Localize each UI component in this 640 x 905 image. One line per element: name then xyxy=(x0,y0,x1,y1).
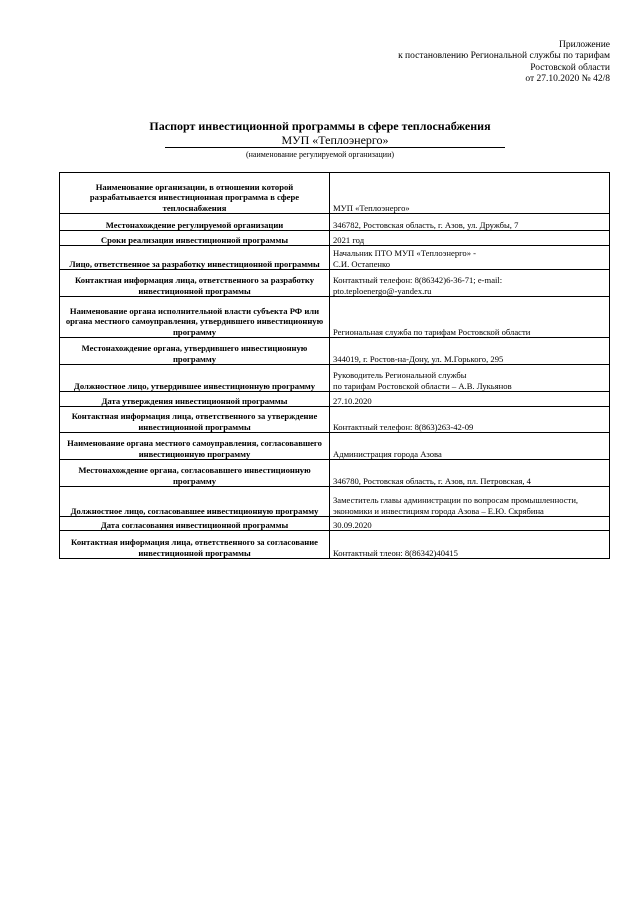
row-value: Контактный телефон: 8(863)263-42-09 xyxy=(330,407,610,433)
table-row xyxy=(60,214,610,231)
table-row xyxy=(60,231,610,246)
row-value: 2021 год xyxy=(330,231,610,246)
row-label: Сроки реализации инвестиционной программы xyxy=(60,231,330,246)
row-label: Дата утверждения инвестиционной программы xyxy=(60,392,330,407)
table-row xyxy=(60,246,610,270)
annex-line: Ростовской области xyxy=(530,62,610,73)
table-row xyxy=(60,338,610,365)
row-label: Должностное лицо, утвердившее инвестиционную программу xyxy=(60,365,330,392)
row-label: Местонахождение органа, утвердившего инвестиционную программу xyxy=(60,338,330,365)
table-row xyxy=(60,173,610,214)
row-label: Контактная информация лица, ответственного за согласование инвестиционной программы xyxy=(60,531,330,559)
annex-line: Приложение xyxy=(559,40,610,50)
annex-line: к постановлению Региональной службы по тарифам xyxy=(398,51,610,62)
row-label: Лицо, ответственное за разработку инвестиционной программы xyxy=(60,246,330,270)
row-label: Наименование органа местного самоуправления, согласовавшего инвестиционную программу xyxy=(60,433,330,460)
table-row xyxy=(60,531,610,559)
passport-table xyxy=(59,172,610,559)
organization-name: МУП «Теплоэнерго» xyxy=(165,133,505,148)
row-value: Администрация города Азова xyxy=(330,433,610,460)
row-value: Контактный телефон: 8(86342)6-36-71; e-mail: pto.teploenergo@-yandex.ru xyxy=(330,270,610,297)
row-label: Местонахождение регулируемой организации xyxy=(60,214,330,231)
row-label: Контактная информация лица, ответственного за утверждение инвестиционной программы xyxy=(60,407,330,433)
table-row xyxy=(60,460,610,487)
row-label: Дата согласования инвестиционной программы xyxy=(60,517,330,531)
table-row xyxy=(60,270,610,297)
document-title: Паспорт инвестиционной программы в сфере теплоснабжения xyxy=(149,119,491,133)
organization-caption: (наименование регулируемой организации) xyxy=(245,150,395,159)
row-value: 344019, г. Ростов-на-Дону, ул. М.Горького, 295 xyxy=(330,338,610,365)
table-row xyxy=(60,392,610,407)
row-value: 346780, Ростовская область, г. Азов, пл. Петровская, 4 xyxy=(330,460,610,487)
row-label: Должностное лицо, согласовавшее инвестиционную программу xyxy=(60,487,330,517)
row-value: 27.10.2020 xyxy=(330,392,610,407)
row-value: Руководитель Региональной службы по тарифам Ростовской области – А.В. Лукьянов xyxy=(330,365,610,392)
table-row xyxy=(60,365,610,392)
row-value: Контактный тлеон: 8(86342)40415 xyxy=(330,531,610,559)
table-row xyxy=(60,487,610,517)
passport-table-body xyxy=(60,173,610,559)
row-value: 346782, Ростовская область, г. Азов, ул. Дружбы, 7 xyxy=(330,214,610,231)
row-label: Контактная информация лица, ответственного за разработку инвестиционной программы xyxy=(60,270,330,297)
row-label: Наименование органа исполнительной власти субъекта РФ или органа местного самоуправления, утвердившего инвестиционную программу xyxy=(60,297,330,338)
annex-line: от 27.10.2020 № 42/8 xyxy=(525,73,610,84)
table-row xyxy=(60,407,610,433)
table-row xyxy=(60,517,610,531)
row-value: Начальник ПТО МУП «Теплоэнерго» - С.И. Остапенко xyxy=(330,246,610,270)
row-label: Наименование организации, в отношении которой разрабатывается инвестиционная программа в сфере теплоснабжения xyxy=(60,173,330,214)
annex-header xyxy=(310,40,610,85)
table-row xyxy=(60,297,610,338)
row-value: 30.09.2020 xyxy=(330,517,610,531)
table-row xyxy=(60,433,610,460)
row-value: МУП «Теплоэнерго» xyxy=(330,173,610,214)
row-value: Региональная служба по тарифам Ростовской области xyxy=(330,297,610,338)
row-label: Местонахождение органа, согласовавшего инвестиционную программу xyxy=(60,460,330,487)
row-value: Заместитель главы администрации по вопросам промышленности, экономики и инвестициям города Азова – Е.Ю. Скрябина xyxy=(330,487,610,517)
